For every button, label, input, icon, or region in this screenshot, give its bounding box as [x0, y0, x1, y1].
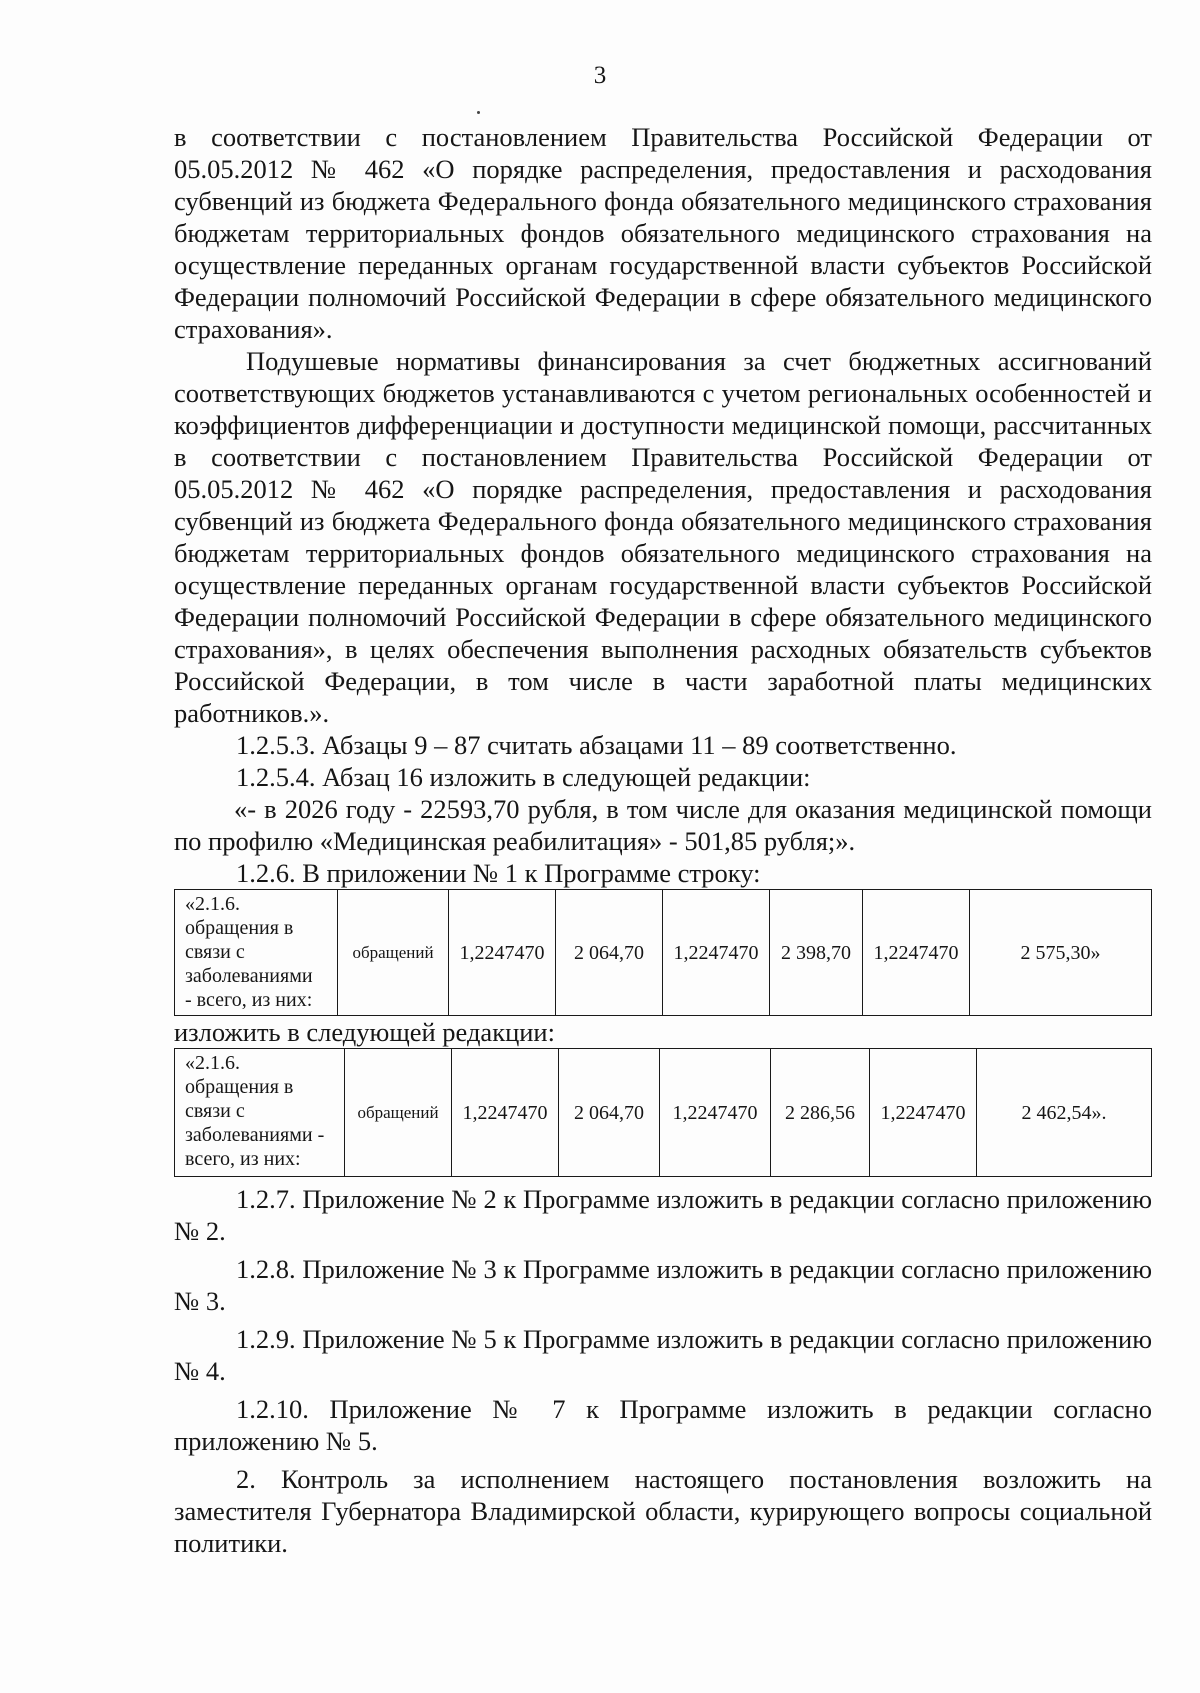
- table-new-row: [174, 1048, 1152, 1177]
- table-cell-value: 1,2247470: [449, 890, 556, 1016]
- table-old-row: [174, 889, 1152, 1016]
- name-line: обращения в: [185, 1076, 294, 1098]
- table-cell-value: 2 462,54».: [977, 1049, 1152, 1177]
- name-line: «2.1.6.: [185, 893, 240, 915]
- table-cell-value: 1,2247470: [663, 890, 770, 1016]
- paragraph-1-2-9: 1.2.9. Приложение № 5 к Программе изложить в редакции согласно приложению № 4.: [174, 1324, 1152, 1386]
- table-cell-name: [175, 890, 338, 1016]
- paragraph-quote-2026: «- в 2026 году - 22593,70 рубля, в том числе для оказания медицинской помощи по профилю «Медицинская реабилитация» - 501,85 рубля;».: [174, 794, 1152, 856]
- document-body: [174, 121, 1152, 1559]
- name-line: заболеваниями -: [185, 1124, 325, 1146]
- table-cell-value: 2 575,30»: [970, 890, 1152, 1016]
- paragraph-1-2-10: 1.2.10. Приложение № 7 к Программе изложить в редакции согласно приложению № 5.: [174, 1394, 1152, 1456]
- paragraph-2-control: 2. Контроль за исполнением настоящего постановления возложить на заместителя Губернатора Владимирской области, курирующего вопросы социальной политики.: [174, 1464, 1152, 1558]
- table-cell-value: 1,2247470: [870, 1049, 977, 1177]
- table-cell-value: 1,2247470: [452, 1049, 559, 1177]
- table-cell-unit: обращений: [338, 890, 449, 1016]
- table-row: [175, 1049, 1152, 1177]
- name-line: заболеваниями: [185, 965, 313, 987]
- name-line: связи с: [185, 1100, 245, 1122]
- paragraph-1-2-7: 1.2.7. Приложение № 2 к Программе изложить в редакции согласно приложению № 2.: [174, 1184, 1152, 1246]
- table-cell-name: [175, 1049, 345, 1177]
- table-cell-value: 2 398,70: [770, 890, 863, 1016]
- paragraph-new-edition: изложить в следующей редакции:: [174, 1017, 555, 1047]
- table-row: [175, 890, 1152, 1016]
- table-cell-value: 1,2247470: [660, 1049, 771, 1177]
- table-cell-value: 2 064,70: [556, 890, 663, 1016]
- table-cell-unit: обращений: [345, 1049, 452, 1177]
- name-line: обращения в: [185, 917, 294, 939]
- table-cell-value: 2 286,56: [771, 1049, 870, 1177]
- paragraph-continuation: в соответствии с постановлением Правительства Российской Федерации от 05.05.2012 № 462 «О порядке распределения, предоставления и расходования субвенций из бюджета Федерального фонда обязательного медицинского страхования бюджетам территориальных фондов обязательного медицинского страхования на осуществление переданных органам государственной власти субъектов Российской Федерации полномочий Российской Федерации в сфере обязательного медицинского страхования».: [174, 122, 1152, 344]
- scan-artifact: [477, 111, 480, 114]
- paragraph-1-2-6: 1.2.6. В приложении № 1 к Программе строку:: [236, 858, 761, 888]
- page-number: 3: [593, 62, 607, 89]
- name-line: связи с: [185, 941, 245, 963]
- name-line: - всего, из них:: [185, 989, 313, 1011]
- table-cell-value: 2 064,70: [559, 1049, 660, 1177]
- name-line: всего, из них:: [185, 1148, 301, 1170]
- paragraph-1-2-5-4: 1.2.5.4. Абзац 16 изложить в следующей редакции:: [236, 762, 811, 792]
- paragraph-1-2-5-3: 1.2.5.3. Абзацы 9 – 87 считать абзацами 11 – 89 соответственно.: [236, 730, 957, 760]
- name-line: «2.1.6.: [185, 1052, 240, 1074]
- paragraph-1-2-8: 1.2.8. Приложение № 3 к Программе изложить в редакции согласно приложению № 3.: [174, 1254, 1152, 1316]
- table-cell-value: 1,2247470: [863, 890, 970, 1016]
- paragraph-per-capita-norms: Подушевые нормативы финансирования за счет бюджетных ассигнований соответствующих бюджетов устанавливаются с учетом региональных особенностей и коэффициентов дифференциации и доступности медицинской помощи, рассчитанных в соответствии с постановлением Правительства Российской Федерации от 05.05.2012 № 462 «О порядке распределения, предоставления и расходования субвенций из бюджета Федерального фонда обязательного медицинского страхования бюджетам территориальных фондов обязательного медицинского страхования на осуществление переданных органам государственной власти субъектов Российской Федерации полномочий Российской Федерации в сфере обязательного медицинского страхования», в целях обеспечения выполнения расходных обязательств субъектов Российской Федерации, в том числе в части заработной платы медицинских работников.».: [174, 346, 1152, 728]
